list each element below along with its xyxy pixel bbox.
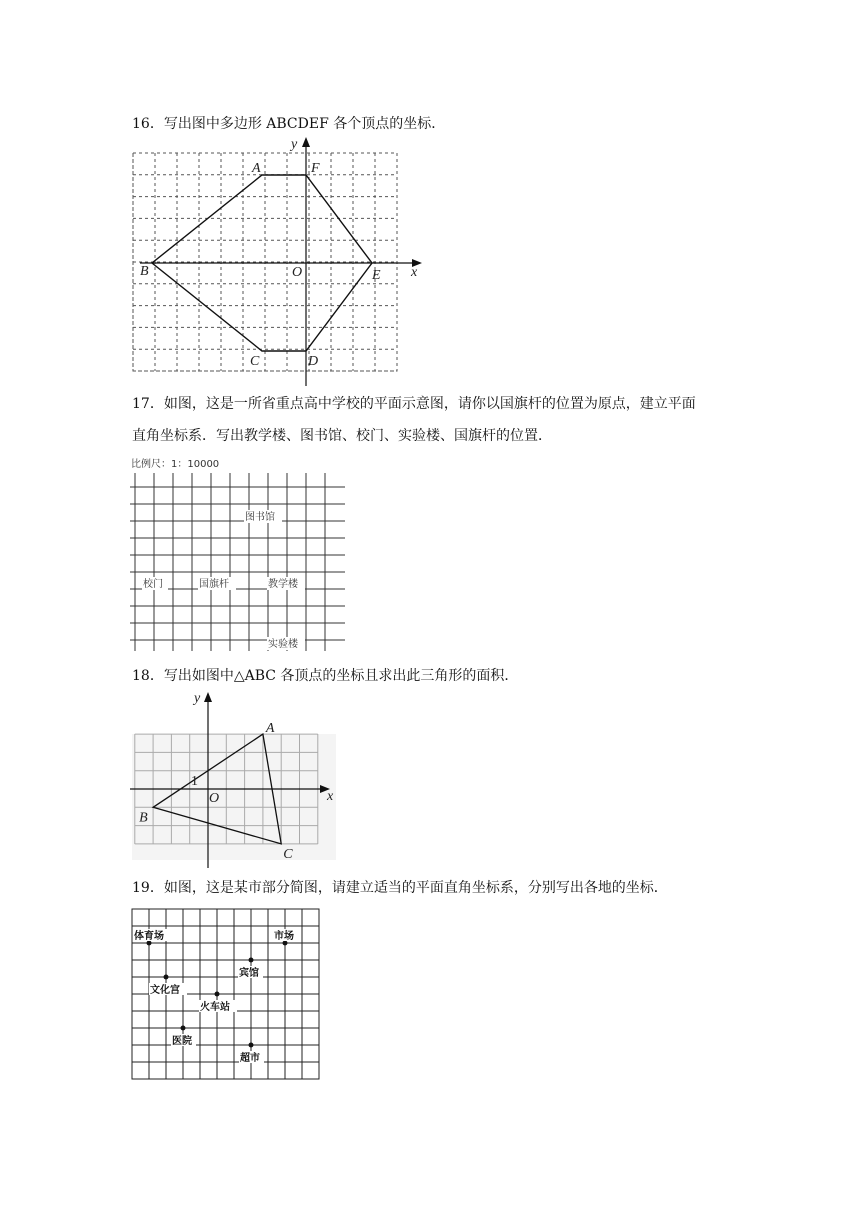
vertex-label-A: A: [265, 721, 275, 737]
grid: [133, 153, 397, 371]
y-axis-arrow: [204, 692, 212, 702]
figure-19-city-map: [131, 908, 323, 1084]
y-axis-label: y: [194, 691, 201, 706]
vertex-label-D: D: [308, 354, 319, 369]
stadium-label: 体育场: [134, 931, 164, 942]
flagpole-label: 国旗杆: [199, 579, 229, 590]
supermarket-label: 超市: [240, 1053, 260, 1064]
library-label: 图书馆: [245, 512, 275, 523]
figure-17-school-map: [130, 455, 345, 651]
vertex-label-C: C: [283, 846, 293, 862]
vertex-label-B: B: [139, 810, 148, 826]
figure-16-hexagon-grid: [128, 134, 428, 386]
hotel-label: 宾馆: [239, 968, 259, 979]
x-axis-label: x: [327, 789, 334, 804]
location-dot-station: [215, 992, 220, 997]
unit-label: 1: [191, 774, 198, 789]
train-station-label: 火车站: [200, 1002, 230, 1013]
map-grid: [130, 473, 345, 651]
culture-palace-label: 文化宫: [150, 985, 180, 996]
question-17-text-line2: 直角坐标系．写出教学楼、图书馆、校门、实验楼、国旗杆的位置．: [132, 428, 552, 444]
question-16-text: 16．写出图中多边形 ABCDEF 各个顶点的坐标．: [132, 116, 446, 132]
teaching-building-label: 教学楼: [268, 579, 298, 590]
gate-label: 校门: [143, 579, 163, 590]
vertex-label-F: F: [311, 161, 320, 176]
origin-label: O: [209, 791, 220, 806]
hospital-label: 医院: [172, 1036, 192, 1047]
question-18-text: 18．写出如图中△ABC 各顶点的坐标且求出此三角形的面积．: [132, 668, 519, 684]
figure-18-triangle: [128, 688, 343, 868]
location-dot-culture: [164, 975, 169, 980]
vertex-label-B: B: [140, 264, 149, 279]
question-19-text: 19．如图，这是某市部分简图，请建立适当的平面直角坐标系，分别写出各地的坐标．: [132, 880, 668, 896]
y-axis-arrow: [302, 137, 310, 147]
x-axis-label: x: [411, 265, 418, 280]
scale-label: 比例尺：1：10000: [131, 459, 220, 470]
vertex-label-C: C: [250, 354, 260, 369]
location-dot-hospital: [181, 1026, 186, 1031]
location-dot-hotel: [249, 958, 254, 963]
y-axis-label: y: [291, 137, 298, 152]
location-dot-supermarket: [249, 1043, 254, 1048]
vertex-label-A: A: [252, 161, 261, 176]
vertex-label-E: E: [372, 268, 381, 283]
market-label: 市场: [274, 931, 294, 942]
lab-building-label: 实验楼: [268, 639, 298, 650]
origin-label: O: [292, 265, 303, 280]
question-17-text-line1: 17．如图，这是一所省重点高中学校的平面示意图，请你以国旗杆的位置为原点，建立平面: [132, 396, 696, 412]
